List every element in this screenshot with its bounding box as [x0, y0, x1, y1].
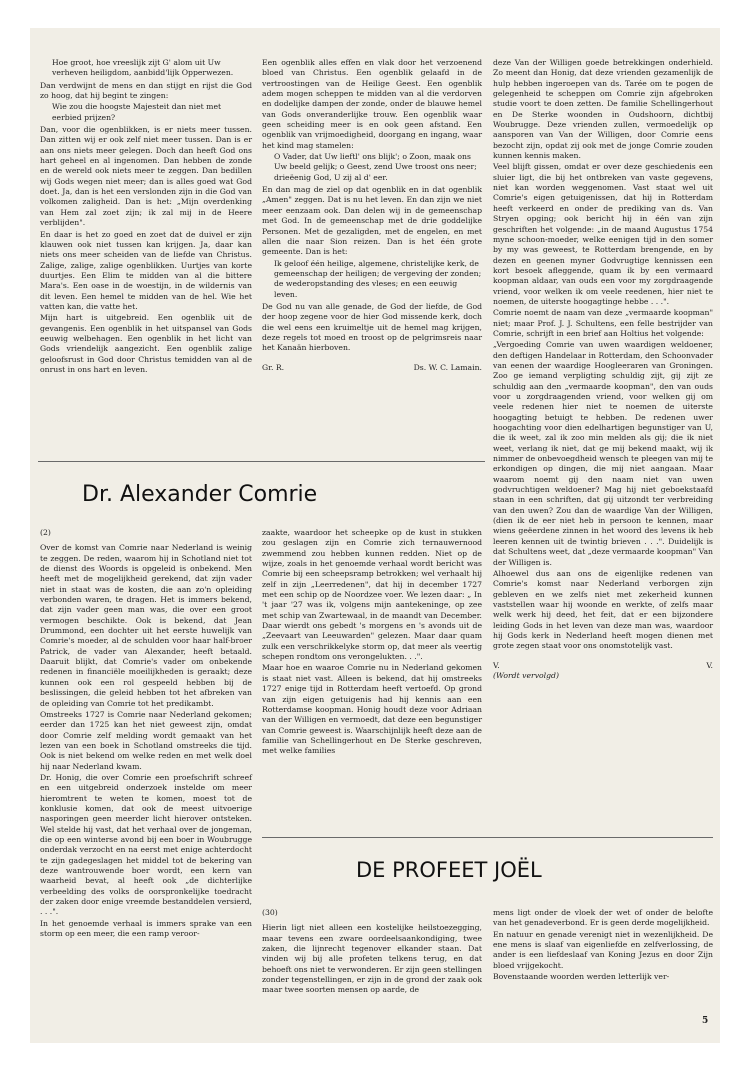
- article-number: (30): [262, 908, 278, 917]
- paragraph: zaakte, waardoor het scheepke op de kust in stukken zou geslagen zijn en Comrie zich ternauwernood zwemmend zou hebben kunnen redden. Niet op de wijze, zoals in het genoemde verhaal wordt bericht was Comrie bij een scheepsramp betrokken; wel verhaalt hij zelf in zijn „Leerredenen", dat hij in december 1727 met een schip op de Noordzee voer. We lezen daar: „ In 't jaar '27 was ik, volgens mijn aantekeninge, op zee met schip van Zwartewaal, in de maandt van December. Daar wierdt ons gebedt 's morgens en 's avonds uit de „Zeevaart van Leeuwarden" gelezen. Maar daar quam zulk een verschrikkelyke storm op, dat meer als veertig schepen rondtom ons verongelukten. . .".: [262, 528, 482, 662]
- section-divider-top: [38, 461, 485, 462]
- paragraph: Maar hoe en waaroe Comrie nu in Nederland gekomen is staat niet vast. Alleen is bekend, dat hij omstreeks 1727 enige tijd in Rotterdam heeft vertoefd. Op grond van zijn eigen getuigenis had hij kennis aan een Rotterdamse koopman. Honig houdt deze voor Adriaan van der Willigen en vermoedt, dat deze een begunstiger van Comrie geweest is. Waarschijnlijk heeft deze aan de familie van Schellingerhout en De Sterke geschreven, met welke families: [262, 663, 482, 756]
- paragraph: Hierin ligt niet alleen een kostelijke heilstoezegging, maar tevens een zware oordeelsaankondiging, twee zaken, die lijnrecht tegenover elkander staan. Dat vinden wij bij alle profeten telkens terug, en dat behoeft ons niet te verwonderen. Er zijn geen stellingen zonder tegenstellingen, er zijn in de grond der zaak ook maar twee soorten mensen op aarde, de: [262, 923, 482, 995]
- paragraph: En natuur en genade verenigt niet in wezenlijkheid. De ene mens is slaaf van eigenliefde en zelfverlossing, de ander is een liefdeslaaf van Koning Jezus en door Zijn bloed vrijgekocht.: [493, 929, 713, 970]
- paragraph: Mijn hart is uitgebreid. Een ogenblik uit de gevangenis. Een ogenblik in het uitspansel van Gods eeuwig welbehagen. Een ogenblik in het licht van Gods vriendelijk aangezicht. Een ogenblik zalige geloofsrust in God door Christus temidden van al de onrust in ons hart en leven.: [40, 313, 252, 374]
- signoff-right: Ds. W. C. Lamain.: [413, 362, 482, 372]
- paragraph: Dan, voor die ogenblikken, is er niets meer tussen. Dan zitten wij er ook zelf niet meer tussen. Dan is er aan ons niets meer gelegen. Doch dan heeft God ons hart geheel en al ingenomen. Dan hebben de zonde en de wereld ook niets meer te zeggen. Dan bedillen wij Gods wegen niet meer; dan is alles goed wat God doet. Ja, dan is het een verslonden zijn in die God van volkomen zaligheid. Dan is het: „Mijn overdenking van Hem zal zoet zijn; ik zal mij in de Heere verblijden".: [40, 125, 252, 228]
- verse: Wie zou die hoogste Majesteit dan niet met eerbied prijzen?: [52, 102, 222, 122]
- joel-article-title: DE PROFEET JOËL: [356, 858, 542, 882]
- comrie-article-column-3: [493, 58, 713, 682]
- paragraph: Een ogenblik alles effen en vlak door het verzoenend bloed van Christus. Een ogenblik gelaafd in de vertroostingen van de Heilige Geest. Een ogenblik adem mogen scheppen te midden van al die verdorven en dodelijke dampen der zonde, onder de blauwe hemel van Gods onveranderlijke trouw. Een ogenblik waar geen scheiding meer is en ook geen afstand. Een ogenblik van vrijmoedigheid, doorgang en ingang, waar het kind mag stamelen:: [262, 58, 482, 150]
- paragraph: De God nu van alle genade, de God der liefde, de God der hoop zegene voor de hier God missende kerk, doch die wel eens een kruimeltje uit de hemel mag krijgen, deze regels tot moed en troost op de pelgrimsreis naar het Kanaän hierboven.: [262, 301, 482, 353]
- paragraph: En daar is het zo goed en zoet dat de duivel er zijn klauwen ook niet tussen kan krijgen. Ja, daar kan niets ons meer scheiden van de liefde van Christus. Zalige, zalige, zalige ogenblikken. Uurtjes van korte duurtjes. Een Elim te midden van al die bittere Mara's. Een oase in de woestijn, in de wildernis van dit leven. Een hemel te midden van de hel. Wie het vatten kan, die vatte het.: [40, 229, 252, 311]
- poem-article-column-2: [262, 58, 482, 373]
- paragraph: Veel blijft gissen, omdat er over deze geschiedenis een sluier ligt, die bij het ontbreken van vaste gegevens, niet kan worden weggenomen. Vast staat wel uit Comrie's eigen getuigenissen, dat hij in Rotterdam heeft verkeerd en onder de prediking van ds. Van Stryen opging; ook bericht hij in één van zijn geschriften het volgende: „in de maand Augustus 1754 myne schoon-moeder, welke eenigen tijd in den somer by my was geweest, te Rotterdam brengende, en by dezen en geenen myner Godvrugtige kennissen een kort besoek afleggende, quam ik by een vermaard koopman aldaar, van ouds een voor my zorgdraagende vriend, voor welken ik om veele reedenen, hier niet te noemen, de uiterste hoogagtinge hebbe . . .".: [493, 162, 713, 306]
- paragraph: Dr. Honig, die over Comrie een proefschrift schreef en een uitgebreid onderzoek instelde om meer hieromtrent te weten te komen, moest tot de konklusie komen, dat ook de meest uitvoerige nasporingen geen meerder licht hierover ontsteken. Wel stelde hij vast, dat het verhaal over de jongeman, die op een winterse avond bij een boer in Woubrugge onderdak verzocht en na eerst met enige achterdocht te zijn gadegeslagen het middel tot de bekering van deze wantrouwende boer wordt, een kern van waarheid bevat, al heeft ook „de dichterlijke verbeelding des volks de oorspronkelijke toedracht der zaken door enige vreemde bestanddelen versierd, . . .".: [40, 772, 252, 917]
- paragraph: Omstreeks 1727 is Comrie naar Nederland gekomen; eerder dan 1725 kan het niet geweest zijn, omdat door Comrie zelf melding wordt gemaakt van het lezen van een boek in Schotland omstreeks die tijd. Ook is niet bekend om welke reden en met welk doel hij naar Nederland kwam.: [40, 709, 252, 771]
- verse: O Vader, dat Uw lieftl' ons blijk'; o Zoon, maak ons Uw beeld gelijk; o Geest, zend Uwe troost ons neer; drieëenig God, U zij al d' eer.: [274, 152, 477, 182]
- paragraph: Alhoewel dus aan ons de eigenlijke redenen van Comrie's komst naar Nederland verborgen zijn gebleven en we zelfs niet met zekerheid kunnen vaststellen waar hij woonde en werkte, of zelfs maar welk werk hij deed, het feit, dat er een bijzondere leiding Gods in het leven van deze man was, waardoor hij Gods kerk in Nederland heeft mogen dienen met grote zegen staat voor ons onomstotelijk vast.: [493, 568, 713, 651]
- magazine-page: [30, 28, 720, 1043]
- signoff: [493, 661, 713, 671]
- signoff-left: V.: [493, 660, 500, 670]
- paragraph: mens ligt onder de vloek der wet of onder de belofte van het genadeverbond. Er is geen derde mogelijkheid.: [493, 908, 713, 928]
- joel-article-column-2: [493, 908, 713, 983]
- verse: Ik geloof één heilige, algemene, christelijke kerk, de gemeenschap der heiligen; de vergeving der zonden; de wederopstanding des vleses; en een eeuwig leven.: [274, 258, 482, 299]
- poem-article-column-1: [40, 58, 252, 376]
- paragraph: Over de komst van Comrie naar Nederland is weinig te zeggen. De reden, waarom hij in Schotland niet tot de dienst des Woords is opgeleid is onbekend. Men heeft met de mogelijkheid gerekend, dat zijn vader niet in staat was de kosten, die aan zo'n opleiding verbonden waren, te dragen. Het is immers bekend, dat zijn vader geen man was, die over een groot vermogen beschikte. Ook is bekend, dat Jean Drummond, een dochter uit het eerste huwelijk van Comrie's moeder, al de schulden voor haar half-broer Patrick, de vader van Alexander, heeft betaald. Daaruit blijkt, dat Comrie's vader om onbekende redenen in financiële moeilijkheden is geraakt; deze kunnen ook een rol gespeeld hebben bij de beslissingen, die geleid hebben tot het afbreken van de opleiding van Comrie tot het predikambt.: [40, 543, 252, 708]
- comrie-article-title: Dr. Alexander Comrie: [82, 482, 318, 507]
- comrie-article-column-1: [40, 528, 252, 940]
- comrie-article-column-2: [262, 528, 482, 758]
- signoff: [262, 363, 482, 373]
- paragraph: Dan verdwijnt de mens en dan stijgt en rijst die God zo hoog, dat hij begint te zingen:: [40, 80, 252, 101]
- verse: Hoe groot, hoe vreeslijk zijt G' alom uit Uw verheven heiligdom, aanbidd'lijk Opperwezen.: [52, 58, 234, 78]
- article-number: (2): [40, 528, 51, 537]
- paragraph: Bovenstaande woorden werden letterlijk ver-: [493, 972, 670, 982]
- paragraph: En dan mag de ziel op dat ogenblik en in dat ogenblik „Amen" zeggen. Dat is nu het leven. En dan zijn we niet meer eenzaam ook. Dan delen wij in de gemeenschap met God. In de gemeenschap met de drie goddelijke Personen. Met de gezaligden, met de engelen, en met allen die naar Sion reizen. Dan is het één grote gemeente. Dan is het:: [262, 185, 482, 257]
- joel-article-column-1: [262, 908, 482, 997]
- paragraph: „Vergoeding Comrie van uwen waardigen weldoener, den deftigen Handelaar in Rotterdam, den Schoonvader van eenen der waardige Hoogleeraren van Groningen. Zoo ge iemand verpligting schuldig zijt, gij zijt ze schuldig aan den „vermaarde koopman", den van ouds voor u zorgdraagenden vriend, voor welken gij om veele redenen hier niet te noemen de uiterste hoogagting betuigt te hebben. De redenen uwer hoogachting voor dien edelhartigen begunstiger van U, die ik weet, zal ik zoo min melden als gij; die ik niet weet, verlang ik niet, dat ge mij bekend maakt, wij ik nimmer de onbevoegdheid wensch te pleegen van mij te erkondigen op dingen, die mij niet aangaan. Maar waarom noemt gij den naam niet van uwen godvruchtigen weldoener? Mag hij niet geboekstaafd staan in een schriften, dat gij uitzondt ter verbreiding van den uwen? Zou dan de waardige Van der Willigen, (dien ik de eer niet heb in persoon te kennen, maar wiens geëerdene zinnen in het woord des levens ik heb leeren kennen uit de twintig brieven . . .". Duidelijk is dat Schultens weet, dat „deze vermaarde koopman" Van der Willigen is.: [493, 340, 713, 567]
- page-number: 5: [702, 1016, 709, 1026]
- paragraph: deze Van der Willigen goede betrekkingen onderhield. Zo meent dan Honig, dat deze vrienden gezamenlijk de hulp hebben ingeroepen van ds. Tarée om te pogen de gelegenheid te scheppen om Comrie zijn afgebroken studie voort te doen zetten. De familie Schellingerhout en De Sterke woonden in Oudshoorn, dichtbij Woubrugge. Deze vrienden zullen, vermoedelijk op aansporen van Van der Willigen, door Comrie eens bezocht zijn, opdat zij ook met de jonge Comrie zouden kunnen kennis maken.: [493, 58, 713, 161]
- signoff-right: V.: [706, 660, 713, 670]
- paragraph: Comrie noemt de naam van deze „vermaarde koopman" niet; maar Prof. J. J. Schultens, een felle bestrijder van Comrie, schrijft in een brief aan Holtius het volgende:: [493, 308, 713, 338]
- paragraph: In het genoemde verhaal is immers sprake van een storm op een meer, die een ramp veroor-: [40, 918, 252, 939]
- signoff-left: Gr. R.: [262, 362, 285, 372]
- section-divider-joel: [262, 837, 713, 838]
- to-be-continued: (Wordt vervolgd): [493, 670, 559, 680]
